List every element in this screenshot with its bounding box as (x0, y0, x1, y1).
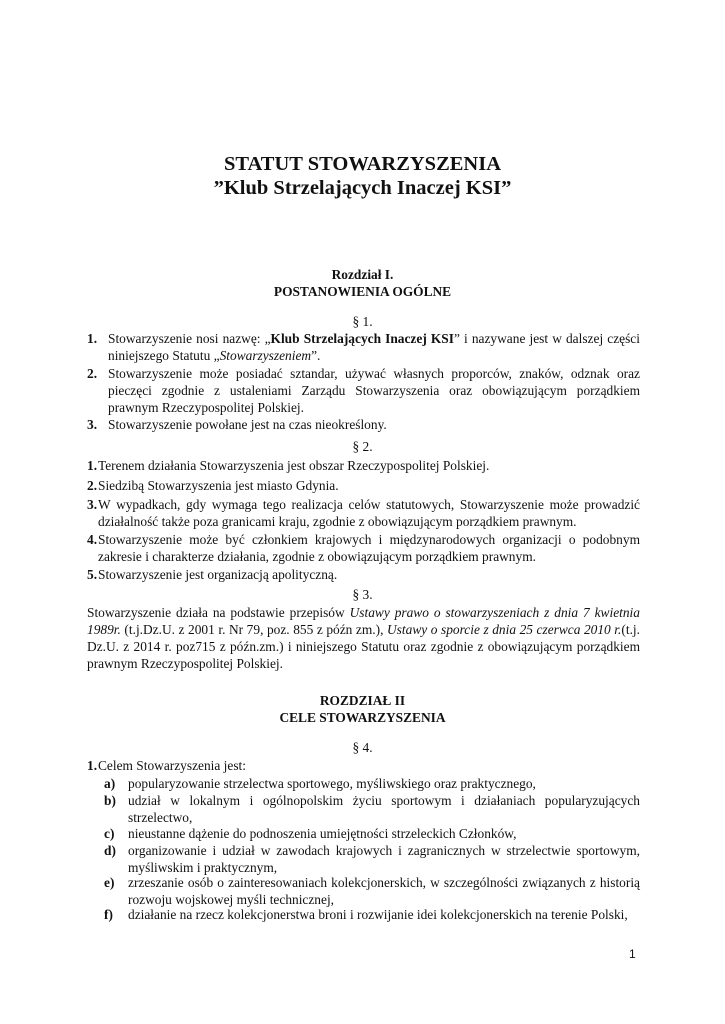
item-number: 5. (87, 567, 98, 582)
item-text: organizowanie i udział w zawodach krajowych i zagranicznych w strzelectwie sportowym, myśliwskim i praktycznym, (128, 843, 640, 875)
section-1-mark: § 1. (352, 314, 373, 329)
section-3-mark: § 3. (352, 587, 373, 602)
law-reference: Ustawy o sporcie z dnia 25 czerwca 2010 r. (387, 622, 622, 637)
item-text: Stowarzyszenie nosi nazwę: „Klub Strzelających Inaczej KSI” i nazywane jest w dalszej części niniejszego Statutu „Stowarzyszeniem”. (108, 331, 640, 363)
list-item (87, 365, 640, 416)
list-item (87, 416, 640, 433)
item-text: popularyzowanie strzelectwa sportowego, myśliwskiego oraz praktycznego, (128, 776, 536, 791)
item-text: nieustanne dążenie do podnoszenia umiejętności strzeleckich Członków, (128, 826, 517, 841)
list-item (87, 496, 640, 530)
document-subtitle: ”Klub Strzelających Inaczej KSI” (213, 177, 512, 199)
item-letter: f) (104, 907, 113, 922)
item-text: Celem Stowarzyszenia jest: (98, 758, 246, 773)
item-number: 1. (87, 458, 98, 473)
item-text: Stowarzyszenie jest organizacją apolityczną. (98, 567, 338, 582)
law-reference: Ustawy prawo o stowarzyszeniach z dnia 7 kwietnia 1989r. (87, 605, 640, 637)
chapter-2-label: ROZDZIAŁ II (319, 693, 406, 708)
item-text: Stowarzyszenie może posiadać sztandar, używać własnych proporców, znaków, odznak oraz pieczęci zgodnie z ustaleniami Zarządu Stowarzyszenia oraz obowiązującym porządkiem prawnym Rzeczypospolitej Polskiej. (108, 366, 640, 415)
list-item (87, 477, 640, 494)
item-text: działanie na rzecz kolekcjonerstwa broni i rozwijanie idei kolekcjonerskich na terenie Polski, (128, 907, 628, 922)
sub-list-item (104, 874, 640, 908)
section-4-mark: § 4. (352, 740, 373, 755)
sub-list-item (104, 842, 640, 876)
list-item (87, 330, 640, 364)
association-short-name: Stowarzyszeniem (219, 348, 312, 363)
item-text: udział w lokalnym i ogólnopolskim życiu sportowym i działaniach popularyzujących strzelectwo, (128, 793, 640, 825)
list-item (87, 531, 640, 565)
sub-list-item (104, 906, 640, 923)
document-title: STATUT STOWARZYSZENIA (223, 153, 502, 175)
item-letter: d) (104, 843, 116, 858)
sub-list-item (104, 825, 640, 842)
chapter-1-name: POSTANOWIENIA OGÓLNE (273, 284, 452, 299)
item-text: zrzeszanie osób o zainteresowaniach kolekcjonerskich, w szczególności związanych z historią rozwoju wojskowej myśli technicznej, (128, 875, 640, 907)
list-item (87, 566, 640, 583)
item-number: 1. (87, 758, 98, 773)
association-name: Klub Strzelających Inaczej KSI (270, 331, 454, 346)
sub-list-item (104, 792, 640, 826)
item-text: Siedzibą Stowarzyszenia jest miasto Gdynia. (98, 478, 339, 493)
item-letter: c) (104, 826, 115, 841)
chapter-1-label: Rozdział I. (331, 267, 394, 282)
chapter-2-name: CELE STOWARZYSZENIA (279, 710, 446, 725)
item-text: Terenem działania Stowarzyszenia jest obszar Rzeczypospolitej Polskiej. (98, 458, 490, 473)
item-text: Stowarzyszenie powołane jest na czas nieokreślony. (108, 417, 387, 432)
sub-list-item (104, 775, 640, 792)
page-number: 1 (629, 947, 636, 961)
item-text: Stowarzyszenie może być członkiem krajowych i międzynarodowych organizacji o podobnym zakresie i charakterze działania, zgodnie z obowiązującym porządkiem prawnym. (98, 532, 640, 564)
item-number: 4. (87, 532, 98, 547)
section-2-mark: § 2. (352, 439, 373, 454)
item-number: 2. (87, 478, 98, 493)
item-number: 3. (87, 417, 98, 432)
section-3-paragraph: Stowarzyszenie działa na podstawie przepisów Ustawy prawo o stowarzyszeniach z dnia 7 kwietnia 1989r. (t.j.Dz.U. z 2001 r. Nr 79, poz. 855 z późn zm.), Ustawy o sporcie z dnia 25 czerwca 2010 r.(t.j. Dz.U. z 2014 r. poz715 z późn.zm.) i niniejszego Statutu oraz zgodnie z obowiązującym porządkiem prawnym Rzeczypospolitej Polskiej. (87, 605, 640, 671)
list-item (87, 757, 640, 774)
item-number: 1. (87, 331, 98, 346)
item-number: 2. (87, 366, 98, 381)
item-text: W wypadkach, gdy wymaga tego realizacja celów statutowych, Stowarzyszenie może prowadzić działalność także poza granicami kraju, zgodnie z obowiązującym porządkiem prawnym. (98, 497, 640, 529)
list-item (87, 457, 640, 474)
item-letter: a) (104, 776, 116, 791)
item-number: 3. (87, 497, 98, 512)
item-letter: e) (104, 875, 115, 890)
item-letter: b) (104, 793, 116, 808)
